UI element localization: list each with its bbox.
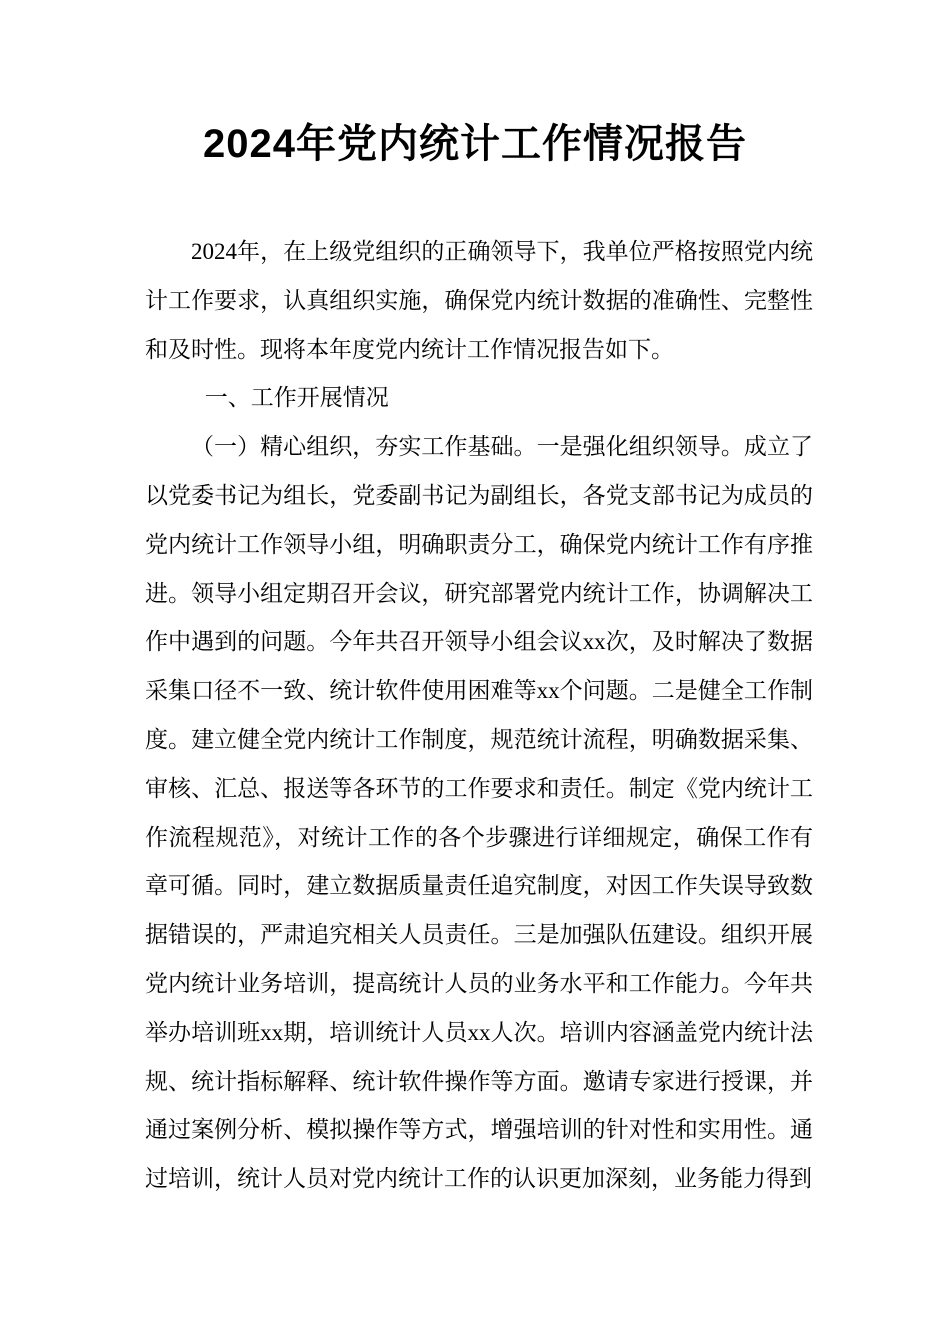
body-paragraph: 2024年，在上级党组织的正确领导下，我单位严格按照党内统计工作要求，认真组织实施，确保党内统计数据的准确性、完整性和及时性。现将本年度党内统计工作情况报告如下。 — [145, 239, 813, 362]
body-paragraph: （一）精心组织，夯实工作基础。一是强化组织领导。成立了以党委书记为组长，党委副书记为副组长，各党支部书记为成员的党内统计工作领导小组，明确职责分工，确保党内统计工作有序推进。领导小组定期召开会议，研究部署党内统计工作，协调解决工作中遇到的问题。今年共召开领导小组会议xx次，及时解决了数据采集口径不一致、统计软件使用困难等xx个问题。二是健全工作制度。建立健全党内统计工作制度，规范统计流程，明确数据采集、审核、汇总、报送等各环节的工作要求和责任。制定《党内统计工作流程规范》，对统计工作的各个步骤进行详细规定，确保工作有章可循。同时，建立数据质量责任追究制度，对因工作失误导致数据错误的，严肃追究相关人员责任。三是加强队伍建设。组织开展党内统计业务培训，提高统计人员的业务水平和工作能力。今年共举办培训班xx期，培训统计人员xx人次。培训内容涵盖党内统计法规、统计指标解释、统计软件操作等方面。邀请专家进行授课，并通过案例分析、模拟操作等方式，增强培训的针对性和实用性。通过培训，统计人员对党内统计工作的认识更加深刻，业务能力得到 — [145, 434, 813, 1192]
document-title: 2024年党内统计工作情况报告 — [203, 122, 747, 166]
document-body — [145, 228, 813, 1204]
section-heading: 一、工作开展情况 — [204, 385, 389, 411]
